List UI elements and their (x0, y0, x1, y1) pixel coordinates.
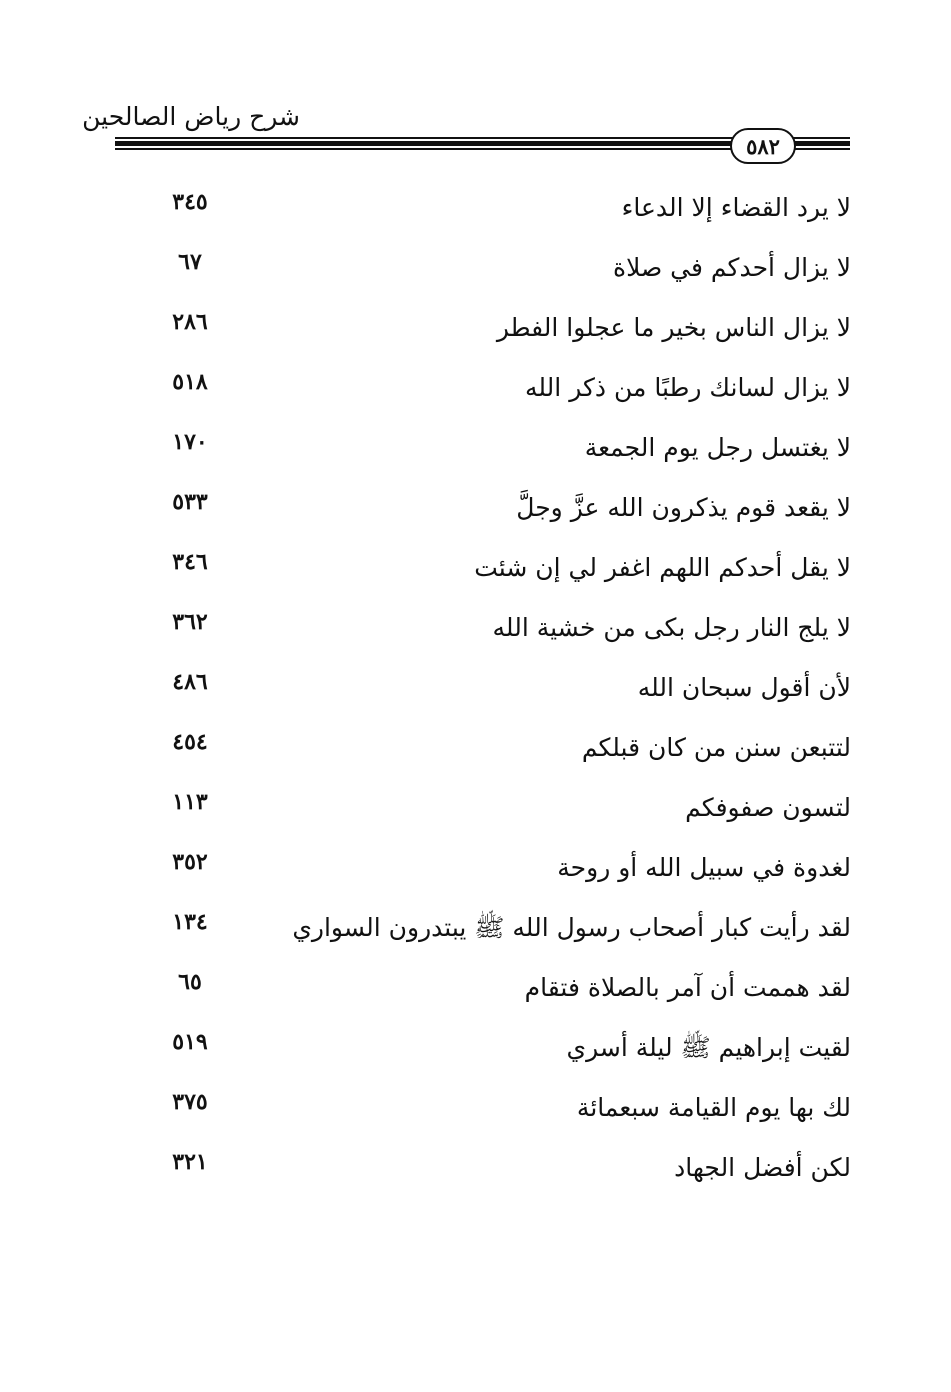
entry-page-number: ٦٥ (178, 969, 202, 995)
index-entry (0, 178, 951, 238)
index-entry (0, 958, 951, 1018)
index-entry (0, 898, 951, 958)
entry-text: لأن أقول سبحان الله (637, 673, 851, 702)
entry-text: لقد هممت أن آمر بالصلاة فتقام (524, 973, 851, 1002)
entry-text: لا يزال أحدكم في صلاة (612, 253, 851, 282)
entry-page-number: ١١٣ (172, 789, 208, 815)
entry-page-number: ٤٨٦ (172, 669, 208, 695)
entry-text: لا يرد القضاء إلا الدعاء (621, 193, 851, 222)
entry-text: لا يقل أحدكم اللهم اغفر لي إن شئت (474, 553, 851, 582)
entry-page-number: ٣٢١ (172, 1149, 208, 1175)
entry-text: لا يزال الناس بخير ما عجلوا الفطر (496, 313, 851, 342)
index-entry (0, 598, 951, 658)
index-entry (0, 1018, 951, 1078)
entry-text: لا يزال لسانك رطبًا من ذكر الله (525, 373, 851, 402)
running-header-title (82, 100, 300, 134)
entry-text: لقد رأيت كبار أصحاب رسول الله ﷺ يبتدرون السواري (292, 913, 851, 942)
entry-page-number: ١٧٠ (172, 429, 208, 455)
entry-page-number: ٥١٨ (172, 369, 208, 395)
entry-page-number: ٣٥٢ (172, 849, 208, 875)
entry-page-number: ٥١٩ (172, 1029, 208, 1055)
entry-text: لك بها يوم القيامة سبعمائة (576, 1093, 851, 1122)
index-entry (0, 718, 951, 778)
book-title: شرح رياض الصالحين (82, 102, 300, 131)
index-entry (0, 478, 951, 538)
entry-page-number: ١٣٤ (172, 909, 208, 935)
index-entry (0, 298, 951, 358)
index-entry (0, 838, 951, 898)
entry-text: لتسون صفوفكم (685, 793, 851, 822)
entry-text: لقيت إبراهيم ﷺ ليلة أسري (566, 1033, 851, 1062)
entry-text: لا يلج النار رجل بكى من خشية الله (492, 613, 851, 642)
index-entry (0, 418, 951, 478)
page-number-badge (730, 128, 796, 164)
entry-text: لا يقعد قوم يذكرون الله عزَّ وجلَّ (516, 493, 851, 522)
entry-page-number: ٣٦٢ (172, 609, 208, 635)
entry-text: لا يغتسل رجل يوم الجمعة (584, 433, 851, 462)
entry-text: لكن أفضل الجهاد (674, 1153, 851, 1182)
page-number: ٥٨٢ (746, 133, 780, 159)
index-list (0, 178, 951, 1198)
entry-page-number: ٦٧ (178, 249, 202, 275)
entry-text: لتتبعن سنن من كان قبلكم (581, 733, 851, 762)
entry-page-number: ٣٤٥ (172, 189, 208, 215)
index-entry (0, 358, 951, 418)
entry-page-number: ٣٤٦ (172, 549, 208, 575)
index-entry (0, 238, 951, 298)
index-entry (0, 658, 951, 718)
entry-text: لغدوة في سبيل الله أو روحة (557, 853, 851, 882)
index-entry (0, 538, 951, 598)
entry-page-number: ٣٧٥ (172, 1089, 208, 1115)
entry-page-number: ٥٣٣ (172, 489, 208, 515)
entry-page-number: ٤٥٤ (172, 729, 208, 755)
entry-page-number: ٢٨٦ (172, 309, 208, 335)
index-entry (0, 1138, 951, 1198)
index-entry (0, 778, 951, 838)
index-entry (0, 1078, 951, 1138)
